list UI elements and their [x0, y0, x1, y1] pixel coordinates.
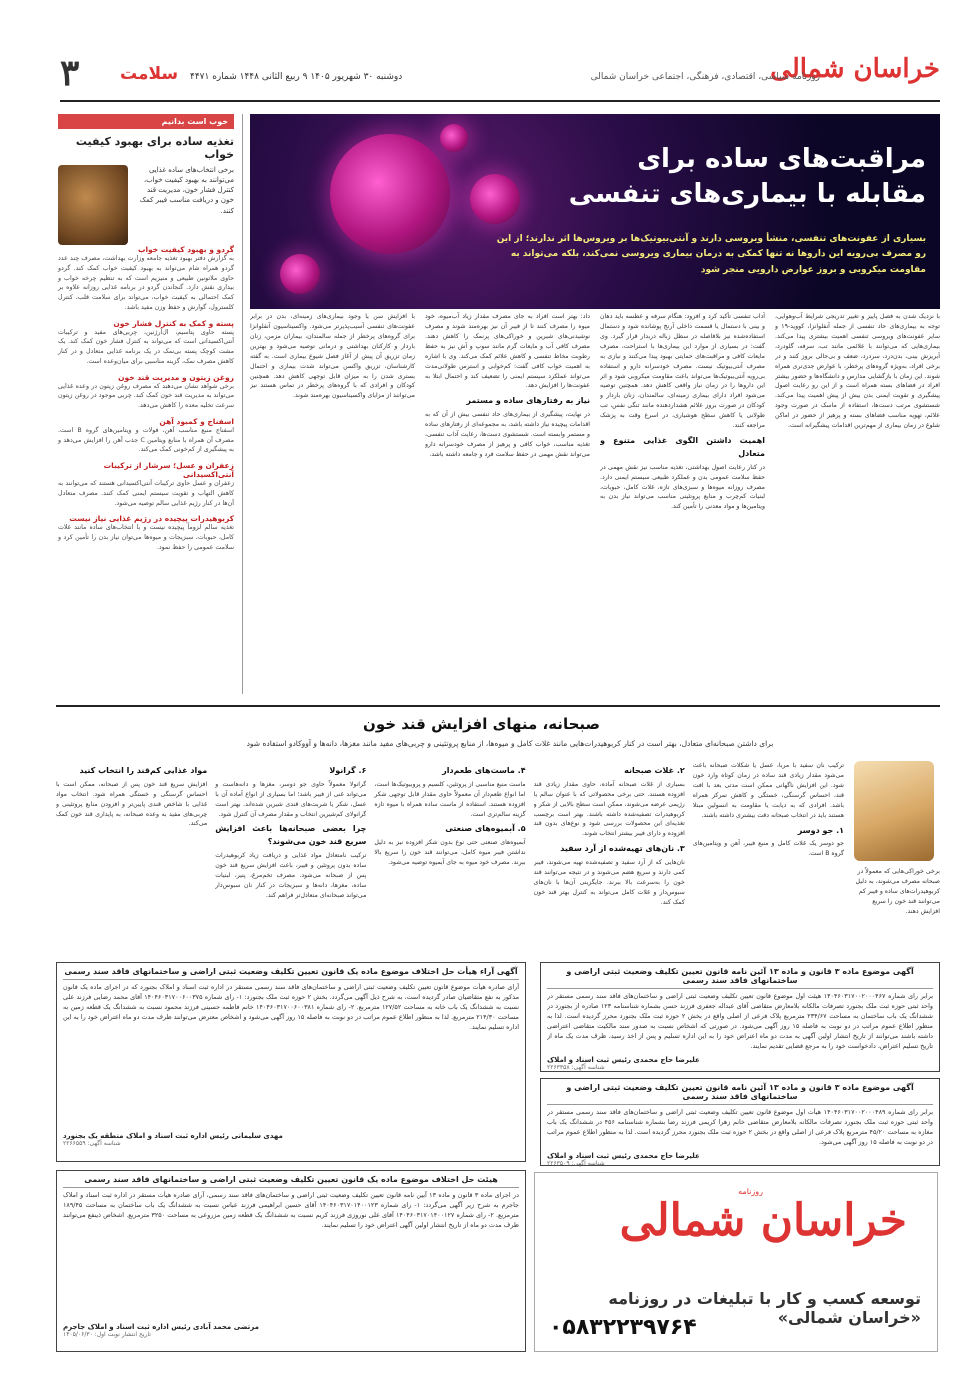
virus-illustration [440, 124, 468, 152]
article-subhead: ۱. جو دوسر [797, 825, 844, 835]
notice-title: آگهی آراء هیأت حل اختلاف موضوع ماده یک قانون تعیین تکلیف وضعیت ثبتی اراضی و ساختمانهای فاقد سند رسمی [63, 967, 519, 980]
article-paragraph: افزایش سریع قند خون پس از صبحانه، ممکن است با احساس گرسنگی و خستگی همراه شود. انتخاب مواد غذایی با شاخص قندی پایین‌تر و افزودن منابع پروتئینی و چربی‌های مفید به وعده صبحانه، به پایداری قند خون کمک می‌کند. [55, 780, 208, 828]
legal-notice [540, 962, 940, 1072]
article-column [215, 761, 366, 951]
promo-label: روزنامه [738, 1187, 763, 1196]
sidebar-paragraph: زعفران و عسل حاوی ترکیبات آنتی‌اکسیدانی هستند که می‌توانند به کاهش التهاب و تقویت سیستم ایمنی کمک کنند. مصرف متعادل آن‌ها در کنار رژیم غذایی سالم توصیه می‌شود. [58, 480, 234, 507]
health-tips-sidebar [58, 114, 234, 694]
sidebar-paragraph: برخی شواهد نشان می‌دهند که مصرف روغن زیتون در وعده غذایی می‌تواند به مدیریت قند خون کمک کند. چربی موجود در روغن زیتون سرعت تخلیه معده را کاهش می‌دهد. [58, 382, 234, 409]
sidebar-paragraph: اسفناج منبع مناسب آهن، فولات و ویتامین‌های گروه B است. مصرف آن همراه با منابع ویتامین C جذب آهن را افزایش می‌دهد و به پیشگیری از کم‌خونی کمک می‌کند. [58, 426, 234, 454]
article-paragraph: در نهایت، پیشگیری از بیماری‌های حاد تنفسی بیش از آن که به اقدامات پیچیده نیاز داشته باشد، به مجموعه‌ای از رفتارهای ساده و مستمر وابسته است. شستشوی دست‌ها، رعایت آداب تنفسی، تغذیه مناسب، خواب کافی و پرهیز از مصرف خودسرانه دارو می‌تواند نقش مهمی در حفظ سلامت فرد و جامعه داشته باشد. [425, 411, 590, 458]
breakfast-title: صبحانه، منهای افزایش قند خون [363, 715, 600, 733]
notice-signature: علیرضا حاج محمدی رئیس ثبت اسناد و املاک [547, 1152, 700, 1160]
sidebar-ribbon: خوب است بدانیم [58, 114, 234, 129]
column-divider [242, 114, 243, 694]
masthead-logo: خراسان شمالی [770, 54, 940, 84]
breakfast-article [56, 705, 940, 955]
bread-photo [854, 761, 934, 861]
masthead-tagline: روزنامه سیاسی، اقتصادی، فرهنگی، اجتماعی خراسان شمالی [590, 72, 820, 82]
article-paragraph: ماست منبع مناسبی از پروتئین، کلسیم و پروبیوتیک‌ها است، اما انواع طعم‌دار آن معمولاً حاوی مقدار قابل توجهی شکر افزوده هستند. استفاده از ماست ساده همراه با میوه تازه گزینه سالم‌تری است. [374, 780, 526, 818]
walnut-photo [58, 165, 128, 245]
notice-body: آرای صادره هیأت موضوع قانون تعیین تکلیف وضعیت ثبتی اراضی و ساختمان‌های فاقد سند رسمی مستقر در اداره ثبت اسناد و املاک بجنورد که در اجرای ماده یک قانون مذکور به نفع متقاضیان صادر گردیده است، به شرح ذیل آگهی می‌گردد. بخش ۲ حوزه ثبت ملک بجنورد: ۱- رای شماره ۱۴۰۴۶۰۳۱۷۰۰۶۰۰۳۷۵ آقای محمد رضایی فرزند علی نسبت به ششدانگ یک باب خانه به مساحت ۱۲۷/۵۲ مترمربع. ۲- رای شماره ۱۴۰۴۶۰۳۱۷۰۰۶۰۰۳۸۱ خانم فاطمه حسینی فرزند محمود نسبت به ششدانگ یک قطعه زمین به مساحت ۲۱۴/۳۰ مترمربع. لذا به منظور اطلاع عموم مراتب در دو نوبت به فاصله ۱۵ روز آگهی می‌شود و اشخاص معترض می‌توانند ظرف مدت دو ماه اعتراض خود را به این اداره تسلیم نمایند. [63, 983, 519, 1031]
breakfast-side-text: برخی خوراکی‌هایی که معمولاً در صبحانه مصرف می‌شوند، به دلیل کربوهیدرات‌های ساده و فیبر کم می‌توانند قند خون را سریع افزایش دهند. [855, 868, 940, 915]
sidebar-paragraph: به گزارش دفتر بهبود تغذیه جامعه وزارت بهداشت، مصرف چند عدد گردو همراه شام می‌تواند به بهبود کیفیت خواب کمک کند. گردو حاوی ملاتونین طبیعی و منیزیم است که به تنظیم چرخه خواب و بیداری نقش دارد. گنجاندن گردو در برنامه غذایی روزانه علاوه بر کمک احتمالی به کیفیت خواب، می‌تواند برای سلامت قلب، کنترل کلسترول، گوارش و حفظ وزن مفید باشد. [58, 255, 234, 311]
virus-illustration [280, 254, 320, 294]
article-paragraph: بسیاری از غلات صبحانه آماده، حاوی مقدار زیادی قند افزوده هستند. حتی برخی محصولاتی که با عنوان سالم یا رژیمی عرضه می‌شوند، ممکن است سطح بالایی از شکر و کربوهیدرات تصفیه‌شده داشته باشند. بهتر است برچسب تغذیه‌ای این محصولات بررسی شود و نوع‌های بدون قند افزوده و دارای فیبر بیشتر انتخاب شوند. [533, 780, 685, 838]
article-paragraph: آداب تنفسی تأکید کرد و افزود: هنگام سرفه و عطسه باید دهان و بینی با دستمال یا قسمت داخلی آرنج پوشانده شود و دستمال استفاده‌شده نیز بلافاصله در سطل زباله دربدار قرار گیرد. وی گفت: در بسیاری از موارد این بیماری‌ها با استراحت، مصرف مایعات کافی و مراقبت‌های حمایتی بهبود پیدا می‌کنند و نیازی به مصرف آنتی‌بیوتیک نیست. مصرف خودسرانه دارو و استفاده بی‌رویه آنتی‌بیوتیک‌ها می‌تواند باعث مقاومت میکروبی شود و اثر این داروها را در زمان نیاز واقعی کاهش دهد. همچنین توصیه می‌شود افراد دارای بیماری زمینه‌ای، سالمندان، زنان باردار و کودکان در صورت بروز علائم هشداردهنده مانند تنگی نفس، تب طولانی یا کاهش سطح هوشیاری، در اسرع وقت به پزشک مراجعه کنند. [600, 313, 765, 430]
article-paragraph: ترکیب نامتعادل مواد غذایی و دریافت زیاد کربوهیدرات ساده بدون پروتئین و فیبر، باعث افزایش سریع قند خون پس از صبحانه می‌شود. مصرف تخم‌مرغ، پنیر، لبنیات ساده، مغزها، دانه‌ها و سبزیجات در کنار نان سبوس‌دار می‌تواند صبحانه‌ای متعادل‌تر فراهم کند. [215, 852, 367, 899]
article-column [693, 761, 844, 951]
notice-reference: شناسه آگهی: ۲۲۶۳۳۵۸ [547, 1064, 605, 1071]
legal-notices [56, 962, 940, 1356]
notice-title: آگهی موضوع ماده ۳ قانون و ماده ۱۳ آئین نامه قانون تعیین تکلیف وضعیت ثبتی اراضی و ساختمانهای فاقد سند رسمی [547, 967, 933, 989]
article-column [250, 312, 415, 694]
masthead [60, 52, 940, 102]
article-column [425, 312, 590, 694]
feature-columns [250, 312, 940, 694]
notice-body: در اجرای ماده ۳ قانون و ماده ۱۳ آیین نامه قانون تعیین تکلیف وضعیت ثبتی اراضی و ساختمان‌های فاقد سند رسمی، آرای صادره هیأت مستقر در اداره ثبت اسناد و املاک جاجرم به شرح زیر آگهی می‌گردد: ۱- رای شماره ۱۴۰۴۶۰۳۱۷۰۱۴۰۰۱۲۳ آقای حسین ابراهیمی فرزند عباس نسبت به ششدانگ یک باب ساختمان به مساحت ۱۸۹/۴۵ مترمربع. ۲- رای شماره ۱۴۰۴۶۰۳۱۷۰۱۴۰۰۱۲۷ آقای علی نوروزی فرزند کریم نسبت به ششدانگ یک قطعه زمین مزروعی به مساحت ۳۲۵۰ مترمربع. اشخاص ذینفع می‌توانند ظرف مدت دو ماه از تاریخ انتشار اولین آگهی اعتراض خود را تسلیم نمایند. [63, 1191, 519, 1229]
virus-illustration [470, 174, 520, 224]
notice-body: برابر رای شماره ۱۴۰۴۶۰۳۱۷۰۰۲۰۰۰۴۸۹ هیأت اول موضوع قانون تعیین تکلیف وضعیت ثبتی اراضی و ساختمان‌های فاقد سند رسمی مستقر در واحد ثبتی حوزه ثبت ملک بجنورد تصرفات مالکانه بلامعارض متقاضی خانم زهرا کریمی فرزند رضا بشماره شناسنامه ۴۵۶ در ششدانگ یک باب مغازه به مساحت ۴۵/۲۰ مترمربع پلاک فرعی از اصلی واقع در بخش ۲ حوزه ثبت ملک بجنورد محرز گردیده است. لذا به منظور اطلاع عموم مراتب در دو نوبت به فاصله ۱۵ روز آگهی می‌شود. [547, 1108, 933, 1146]
article-column [56, 761, 207, 951]
feature-banner [250, 114, 940, 309]
article-column [534, 761, 685, 951]
article-column [374, 761, 525, 951]
article-column [775, 312, 940, 694]
article-paragraph: جو دوسر یک غلات کامل و منبع فیبر، آهن و ویتامین‌های گروه B است. [692, 840, 844, 858]
article-paragraph: با افزایش سن یا وجود بیماری‌های زمینه‌ای، بدن در برابر عفونت‌های تنفسی آسیب‌پذیرتر می‌شود. واکسیناسیون آنفلوانزا برای گروه‌های پرخطر از جمله سالمندان، بیماران مزمن، زنان باردار و کارکنان بهداشتی و درمانی توصیه می‌شود و بهترین زمان تزریق آن پیش از آغاز فصل شیوع بیماری است. به گفته کارشناسان، تزریق واکسن می‌تواند شدت بیماری و احتمال بستری شدن را به میزان قابل توجهی کاهش دهد. همچنین کودکان و افرادی که با گروه‌های پرخطر در تماس هستند نیز می‌توانند از مزایای واکسیناسیون بهره‌مند شوند. [250, 313, 415, 400]
virus-illustration [330, 134, 450, 254]
notice-reference: شناسه آگهی: ۲۲۶۶۵۵۹ [63, 1140, 121, 1147]
legal-notice [540, 1078, 940, 1166]
article-subhead: ۴. ماست‌های طعم‌دار [442, 766, 526, 775]
issue-dateline: دوشنبه ۳۰ شهریور ۱۴۰۵ ۹ ربیع الثانی ۱۴۴۸ شماره ۴۴۷۱ [190, 72, 403, 82]
article-paragraph: داد: بهتر است افراد به جای مصرف مقدار زیاد آب‌میوه، خود میوه را مصرف کنند تا از فیبر آن نیز بهره‌مند شوند و مصرف نوشیدنی‌های شیرین و خوراکی‌های پرنمک را کاهش دهند. مصرف کافی آب و مایعات گرم مانند سوپ و آش نیز به حفظ رطوبت مخاط تنفسی و کاهش علائم کمک می‌کند. وی با اشاره به اهمیت خواب کافی گفت: کم‌خوابی و استرس طولانی‌مدت می‌تواند عملکرد سیستم ایمنی را تضعیف کند و احتمال ابتلا به عفونت‌ها را افزایش دهد. [425, 313, 590, 390]
article-paragraph: آبمیوه‌های صنعتی حتی نوع بدون شکر افزوده نیز به دلیل نداشتن فیبر میوه کامل، می‌توانند قند خون را سریع بالا ببرند. مصرف خود میوه به جای آبمیوه توصیه می‌شود. [374, 839, 526, 867]
notice-signature: علیرضا حاج محمدی رئیس ثبت اسناد و املاک [547, 1056, 700, 1064]
article-subhead: اهمیت داشتن الگوی غذایی متنوع و متعادل [600, 436, 765, 458]
notice-title: آگهی موضوع ماده ۳ قانون و ماده ۱۳ آئین نامه قانون تعیین تکلیف وضعیت ثبتی اراضی و ساختمانهای فاقد سند رسمی [547, 1083, 933, 1105]
sidebar-paragraph: تغذیه سالم لزوماً پیچیده نیست و با انتخاب‌های ساده مانند غلات کامل، حبوبات، سبزیجات و میوه‌ها می‌توان نیاز بدن را تأمین کرد و سلامت عمومی را حفظ نمود. [58, 524, 234, 551]
feature-lead: بسیاری از عفونت‌های تنفسی، منشأ ویروسی دارند و آنتی‌بیوتیک‌ها بر ویروس‌ها اثر ندارند؛ از این رو مصرف بی‌رویه این داروها نه تنها کمکی به درمان بیماری ویروسی نمی‌کند، بلکه می‌تواند به مقاومت میکروبی و بروز عوارض دارویی منجر شود [496, 234, 926, 275]
breakfast-columns [56, 761, 844, 951]
article-paragraph: در کنار رعایت اصول بهداشتی، تغذیه مناسب نیز نقش مهمی در حفظ سلامت عمومی بدن و عملکرد طبیعی سیستم ایمنی دارد. مصرف روزانه میوه‌ها و سبزی‌های تازه، غلات کامل، حبوبات، لبنیات کم‌چرب و منابع پروتئینی مناسب می‌تواند نیاز بدن به ویتامین‌ها و مواد معدنی را تأمین کند. [600, 463, 765, 511]
legal-notice [56, 962, 526, 1162]
sidebar-subhead: کربوهیدرات پیچیده در رژیم غذایی نیاز نیست [69, 514, 234, 524]
article-paragraph: گرانولا معمولاً حاوی جو دوسر، مغزها و دانه‌هاست و می‌تواند غنی از فیبر باشد؛ اما بسیاری از انواع آماده آن با عسل، شکر یا شربت‌های قندی شیرین شده‌اند. بهتر است گرانولای کم‌شیرین انتخاب و مقدار مصرف آن کنترل شود. [215, 780, 367, 818]
notice-signature: مهدی سلیمانی رئیس اداره ثبت اسناد و املاک منطقه یک بجنورد [63, 1132, 283, 1140]
article-subhead: مواد غذایی کم‌قند را انتخاب کنید [79, 766, 208, 775]
sidebar-subhead: اسفناج و کمبود آهن [159, 416, 234, 426]
page-number: ۳ [60, 52, 80, 94]
article-paragraph: با نزدیک شدن به فصل پاییز و تغییر تدریجی شرایط آب‌وهوایی، توجه به بیماری‌های حاد تنفسی از جمله آنفلوانزا، کووید-۱۹ و سایر عفونت‌های ویروسی تنفسی اهمیت بیشتری پیدا می‌کند. بیماری‌هایی که می‌توانند با علائمی مانند تب، سرفه، گلودرد، آبریزش بینی، بدن‌درد، سردرد، ضعف و بی‌حالی بروز کنند و در برخی افراد، به‌ویژه گروه‌های پرخطر، با عوارض جدی‌تری همراه شوند. این زمان با بازگشایی مدارس و دانشگاه‌ها و حضور بیشتر افراد در فضاهای بسته همراه است و از این رو رعایت اصول پیشگیری و تقویت ایمنی بدن بیش از پیش اهمیت پیدا می‌کند. شستشوی مرتب دست‌ها، استفاده از ماسک در صورت وجود علائم، تهویه مناسب فضاهای بسته و پرهیز از حضور در اماکن شلوغ در زمان بیماری از مهم‌ترین اقدامات پیشگیرانه است. [775, 313, 940, 430]
article-subhead: ۲. غلات صبحانه [624, 766, 685, 775]
article-paragraph: نان‌هایی که از آرد سفید و تصفیه‌شده تهیه می‌شوند، فیبر کمی دارند و سریع هضم می‌شوند و در نتیجه می‌توانند قند خون را به‌سرعت بالا ببرند. جایگزینی آن‌ها با نان‌های سبوس‌دار و غلات کامل می‌تواند به کنترل بهتر قند خون کمک کند. [533, 859, 685, 906]
promo-phone: ۰۵۸۳۲۲۳۹۷۶۴ [549, 1315, 697, 1340]
notice-signature: مرتضی محمد آبادی رئیس اداره ثبت اسناد و املاک جاجرم [63, 1323, 259, 1331]
notice-reference: شناسه آگهی: ۲۲۶۳۵۰۹ [547, 1160, 605, 1167]
article-subhead: چرا بعضی صبحانه‌ها باعث افزایش سریع قند خون می‌شوند؟ [215, 824, 367, 847]
promo-slogan: توسعه کسب و کار با تبلیغات در روزنامه «خراسان شمالی» [608, 1289, 921, 1327]
sidebar-title: تغذیه ساده برای بهبود کیفیت خواب [75, 135, 234, 161]
sidebar-intro: برخی انتخاب‌های ساده غذایی می‌توانند به بهبود کیفیت خواب، کنترل فشار خون، مدیریت قند خون و دریافت مناسب فیبر کمک کنند. [139, 166, 234, 215]
newspaper-promo [534, 1172, 938, 1352]
legal-notice [56, 1170, 526, 1352]
notice-body: برابر رای شماره ۱۴۰۴۶۰۳۱۷۰۰۲۰۰۰۴۶۷ هیئت اول موضوع قانون تعیین تکلیف وضعیت ثبتی اراضی و ساختمان‌های فاقد سند رسمی مستقر در واحد ثبتی حوزه ثبت ملک بجنورد تصرفات مالکانه بلامعارض متقاضی آقای عبداله جعفری فرزند حسن بشماره شناسنامه ۱۲۳ صادره از بجنورد در ششدانگ یک باب ساختمان به مساحت ۲۳۴/۶۷ مترمربع پلاک فرعی از اصلی واقع در بخش ۲ حوزه ثبت ملک بجنورد محرز گردیده است. لذا به منظور اطلاع عموم مراتب در دو نوبت به فاصله ۱۵ روز آگهی می‌شود. در صورتی که اشخاص نسبت به صدور سند مالکیت متقاضی اعتراضی داشته باشند می‌توانند از تاریخ انتشار اولین آگهی به مدت دو ماه اعتراض خود را به این اداره تسلیم و پس از اخذ رسید، ظرف مدت یک ماه از تاریخ تسلیم اعتراض، دادخواست خود را به مرجع قضایی تقدیم نمایند. [547, 992, 933, 1050]
section-title: سلامت [120, 64, 179, 84]
sidebar-paragraph: پسته حاوی پتاسیم، ال‌آرژنین، چربی‌های مفید و ترکیبات آنتی‌اکسیدانی است که می‌تواند به کنترل فشار خون کمک کند. یک مشت کوچک پسته بی‌نمک در یک برنامه غذایی متعادل و در کنار کاهش مصرف نمک، گزینه مناسبی برای میان‌وعده است. [58, 328, 234, 365]
article-subhead: ۵. آبمیوه‌های صنعتی [445, 824, 526, 834]
sidebar-subhead: زعفران و عسل؛ سرشار از ترکیبات آنتی‌اکسیدانی [103, 461, 234, 479]
article-subhead: نیاز به رفتارهای ساده و مستمر [466, 396, 590, 406]
promo-brand: خراسان شمالی [619, 1195, 907, 1246]
article-subhead: ۳. نان‌های تهیه‌شده از آرد سفید [560, 844, 685, 854]
article-paragraph: ترکیب نان سفید با مربا، عسل یا شکلات صبحانه باعث می‌شود مقدار زیادی قند ساده در زمان کوتاه وارد خون شود. این افزایش ناگهانی ممکن است مدتی بعد با افت قند، احساس گرسنگی، خستگی و کاهش تمرکز همراه باشد. افرادی که به دیابت یا مقاومت به انسولین مبتلا هستند باید در انتخاب صبحانه دقت بیشتری داشته باشند. [692, 762, 844, 819]
notice-reference: تاریخ انتشار نوبت اول: ۱۴۰۵/۰۶/۳۰ [63, 1331, 151, 1338]
notice-title: هیئت حل اختلاف موضوع ماده یک قانون تعیین تکلیف وضعیت ثبتی اراضی و ساختمانهای فاقد سند رسمی [63, 1175, 519, 1188]
sidebar-subhead: روغن زیتون و مدیریت قند خون [118, 372, 234, 382]
article-column [600, 312, 765, 694]
feature-headline: مراقبت‌های ساده برای مقابله با بیماری‌های تنفسی [568, 144, 926, 210]
sidebar-subhead: گردو و بهبود کیفیت خواب [137, 245, 234, 254]
article-subhead: ۶. گرانولا [329, 766, 367, 775]
breakfast-lede: برای داشتن صبحانه‌ای متعادل، بهتر است در کنار کربوهیدرات‌هایی مانند غلات کامل و میوه‌ها، از منابع پروتئینی و چربی‌های مفید مانند مغزها، دانه‌ها و آووکادو استفاده شود [246, 739, 774, 748]
sidebar-subhead: پسته و کمک به کنترل فشار خون [113, 318, 234, 328]
